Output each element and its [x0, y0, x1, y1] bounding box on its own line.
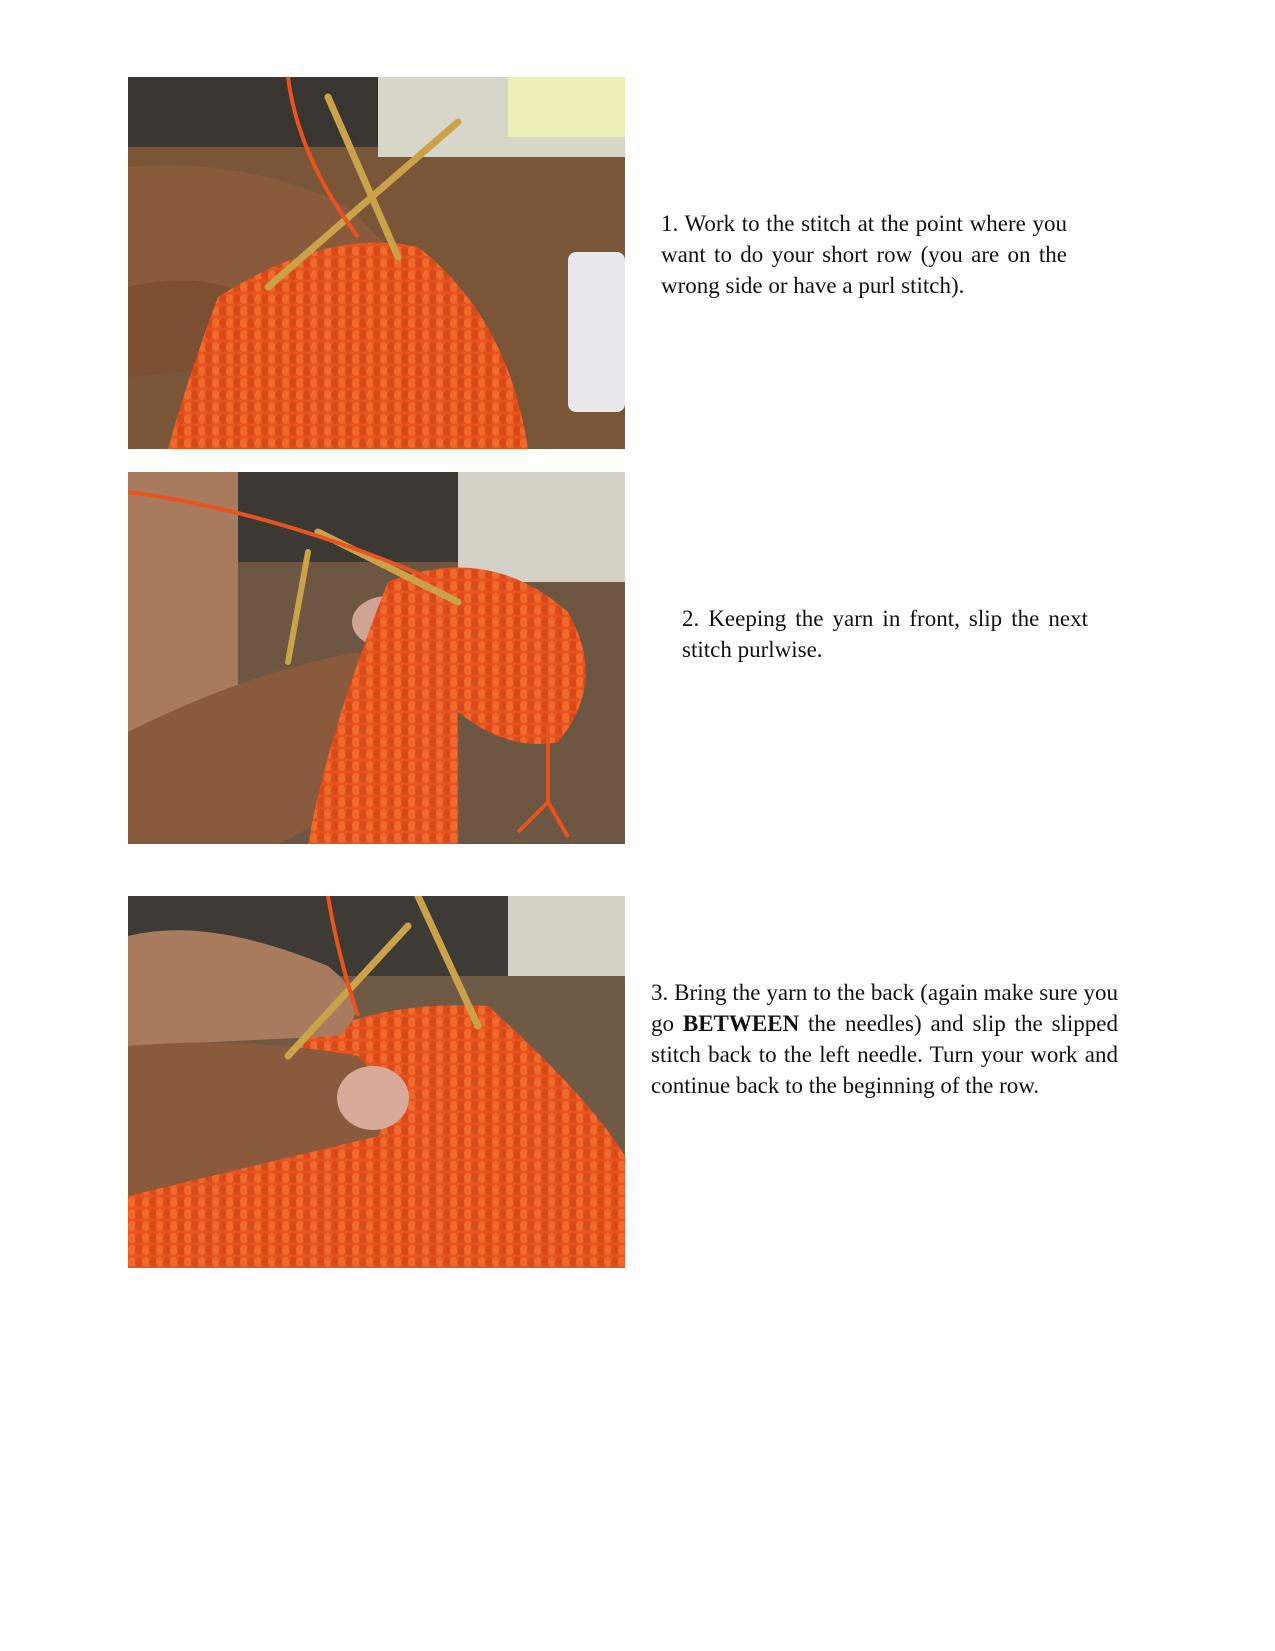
step-2-text: 2. Keeping the yarn in front, slip the next stitch purlwise. — [682, 606, 1088, 662]
knitting-photo-icon — [128, 896, 625, 1268]
step-1-text: 1. Work to the stitch at the point where you want to do your short row (you are on the wrong side or have a purl stitch). — [661, 211, 1067, 298]
step-2-photo — [128, 472, 625, 844]
step-3-text-emphasis: BETWEEN — [682, 1011, 800, 1036]
knitting-photo-icon — [128, 77, 625, 449]
step-3-text — [651, 977, 1118, 1101]
step-1-photo — [128, 77, 625, 449]
step-3-photo — [128, 896, 625, 1268]
step-3-text-start: 3. Bring the yarn to the back (again make sure you go — [651, 980, 1118, 1036]
knitting-photo-icon — [128, 472, 625, 844]
step-3-text-end: the needles) and slip the slipped stitch back to the left needle. Turn your work and continue back to the beginning of the row. — [651, 1011, 1119, 1098]
